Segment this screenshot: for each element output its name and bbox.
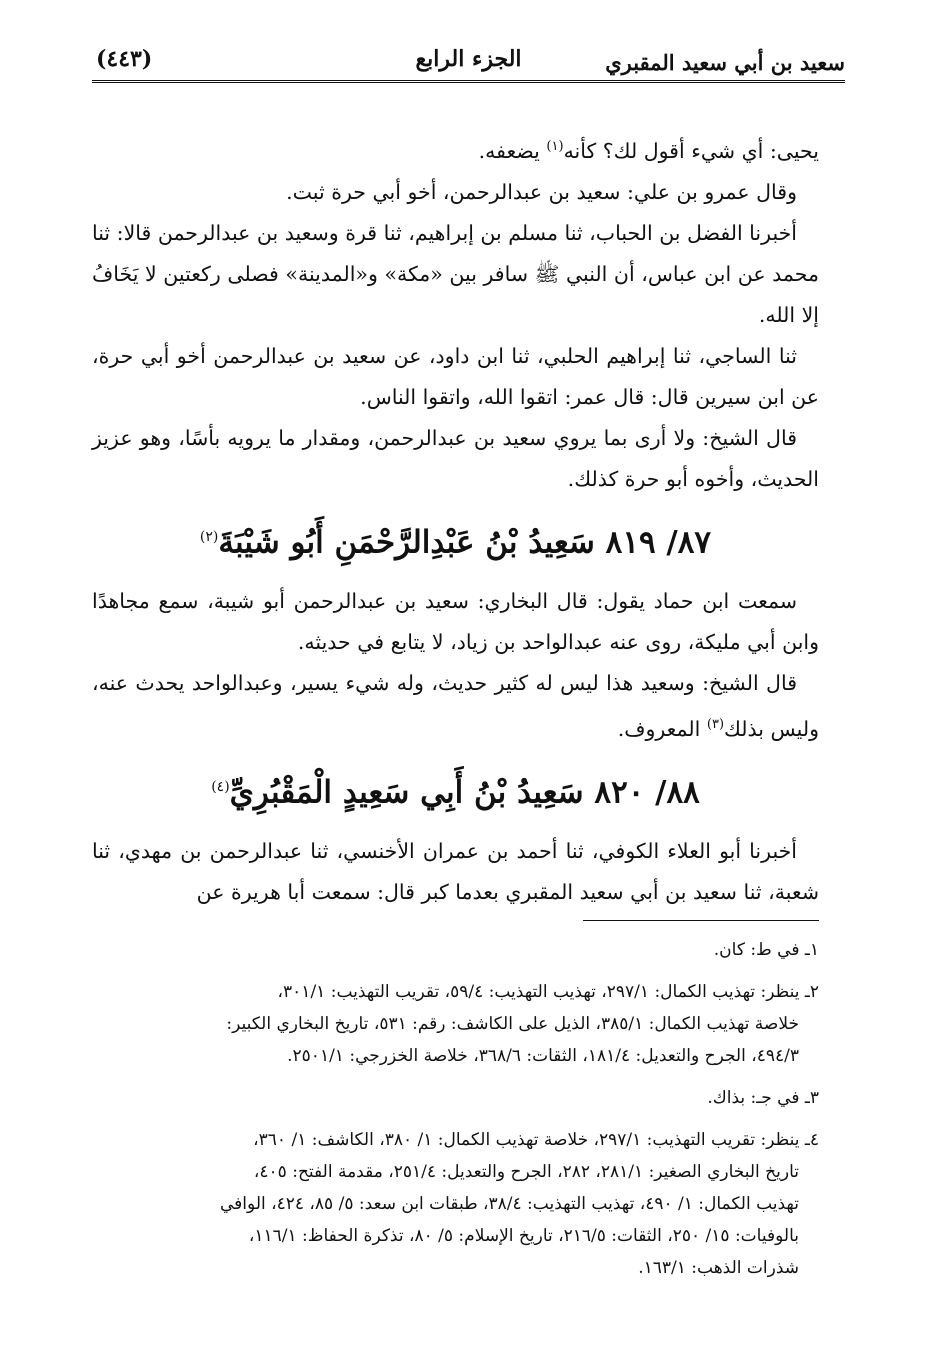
paragraph-7 (92, 663, 819, 750)
footnote-2-line: خلاصة تهذيب الكمال: ٣٨٥/١، الذيل على الكاشف: رقم: ٥٣١، تاريخ البخاري الكبير: (226, 1014, 799, 1034)
footnote-4-line: شذرات الذهب: ١٦٣/١. (638, 1258, 799, 1278)
page-number: (٤٤٣) (96, 46, 153, 72)
paragraph-1-text: يحيى: أي شيء أقول لك؟ كأنه (563, 138, 819, 163)
footnote-4-line: تاريخ البخاري الصغير: ٢٨١/١، ٢٨٢، الجرح والتعديل: ٢٥١/٤، مقدمة الفتح: ٤٠٥، (253, 1162, 799, 1182)
entry-heading-819 (92, 514, 819, 565)
footnote-ref-4: (٤) (211, 778, 230, 795)
footnote-4-line: ٤ـ ينظر: تقريب التهذيب: ٢٩٧/١، خلاصة تهذيب الكمال: ١/ ٣٨٠، الكاشف: ١/ ٣٦٠، (253, 1130, 819, 1150)
header-rule (92, 80, 845, 83)
footnote-3 (92, 1082, 819, 1114)
footnote-ref-3: (٣) (706, 717, 725, 733)
footnote-1 (92, 934, 819, 966)
page-header (92, 40, 845, 84)
entry-heading-819-text: ٨٧/ ٨١٩ سَعِيدُ بْنُ عَبْدِالرَّحْمَنِ أَبُو شَيْبَةَ (218, 524, 712, 561)
footnote-2-line: ٢ـ ينظر: تهذيب الكمال: ٢٩٧/١، تهذيب التهذيب: ٥٩/٤، تقريب التهذيب: ٣٠١/١، (277, 982, 819, 1002)
entry-heading-820-text: ٨٨/ ٨٢٠ سَعِيدُ بْنُ أَبِي سَعِيدٍ الْمَقْبُرِيِّ (229, 774, 700, 811)
footnote-4-line: بالوفيات: ١٥/ ٢٥٠، الثقات: ٢١٦/٥، تاريخ الإسلام: ٥/ ٨٠، تذكرة الحفاظ: ١١٦/١، (248, 1226, 799, 1246)
paragraph-5: قال الشيخ: ولا أرى بما يروي سعيد بن عبدالرحمن، ومقدار ما يرويه بأسًا، وهو عزيز الحديث، وأخوه أبو حرة كذلك. (92, 425, 819, 491)
entry-heading-820 (92, 764, 819, 815)
footnote-2-line: ٤٩٤/٣، الجرح والتعديل: ١٨١/٤، الثقات: ٣٦٨/٦، خلاصة الخزرجي: ٢٥٠١/١. (287, 1046, 799, 1066)
paragraph-1-end: يضعفه. (478, 138, 547, 163)
running-title: سعيد بن أبي سعيد المقبري (605, 50, 845, 75)
footnote-3-line: ٣ـ في جـ: بذاك. (707, 1088, 819, 1108)
footnote-ref-1: (١) (546, 139, 564, 154)
footnote-ref-2: (٢) (199, 528, 219, 545)
paragraph-8: أخبرنا أبو العلاء الكوفي، ثنا أحمد بن عمران الأخنسي، ثنا عبدالرحمن بن مهدي، ثنا شعبة، ثنا سعيد بن أبي سعيد المقبري بعدما كبر قال: سمعت أبا هريرة عن (92, 839, 819, 905)
footnote-4-line: تهذيب الكمال: ١/ ٤٩٠، تهذيب التهذيب: ٣٨/٤، طبقات ابن سعد: ٥/ ٨٥، ٤٢٤، الوافي (220, 1194, 799, 1214)
footnote-separator (583, 920, 819, 921)
paragraph-1 (92, 126, 819, 172)
paragraph-2: وقال عمرو بن علي: سعيد بن عبدالرحمن، أخو أبي حرة ثبت. (286, 179, 797, 204)
footnotes (92, 934, 819, 1294)
main-text (92, 126, 819, 913)
footnote-2 (92, 976, 819, 1072)
paragraph-3: أخبرنا الفضل بن الحباب، ثنا مسلم بن إبراهيم، ثنا قرة وسعيد بن عبدالرحمن قالا: ثنا محمد عن ابن عباس، أن النبي ﷺ سافر بين «مكة» و«المدينة» فصلى ركعتين لا يَخَافُ إلا الله. (92, 220, 819, 327)
paragraph-7-text: قال الشيخ: وسعيد هذا ليس له كثير حديث، وله شيء يسير، وعبدالواحد يحدث عنه، وليس بذلك (92, 671, 819, 741)
paragraph-4: ثنا الساجي، ثنا إبراهيم الحلبي، ثنا ابن داود، عن سعيد بن عبدالرحمن أخو أبي حرة، عن ابن سيرين قال: قال عمر: اتقوا الله، واتقوا الناس. (92, 343, 819, 409)
paragraph-6: سمعت ابن حماد يقول: قال البخاري: سعيد بن عبدالرحمن أبو شيبة، سمع مجاهدًا وابن أبي مليكة، روى عنه عبدالواحد بن زياد، لا يتابع في حديثه. (92, 589, 819, 655)
footnote-4 (92, 1124, 819, 1284)
footnote-1-line: ١ـ في ط: كان. (713, 940, 819, 960)
paragraph-7-end: المعروف. (617, 716, 707, 741)
volume-label: الجزء الرابع (415, 46, 522, 72)
